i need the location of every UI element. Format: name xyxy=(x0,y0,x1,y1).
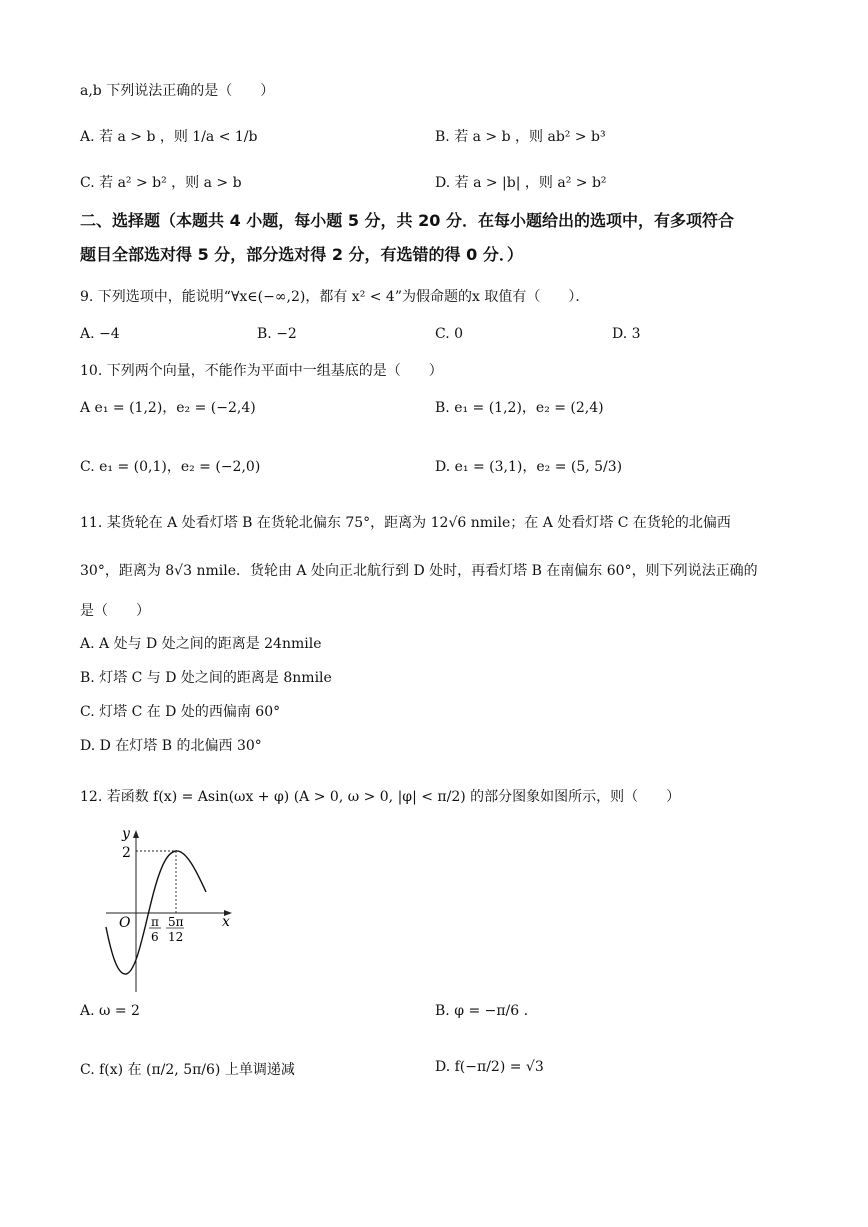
tick1-denominator: 6 xyxy=(151,930,159,944)
q11-line1: 11. 某货轮在 A 处看灯塔 B 在货轮北偏东 75°，距离为 12√6 nmile；在 A 处看灯塔 C 在货轮的北偏西 xyxy=(80,515,731,531)
y-axis-label: y xyxy=(122,826,130,842)
q11-option-b: B. 灯塔 C 与 D 处之间的距离是 8nmile xyxy=(80,670,332,686)
q9-option-a: A. −4 xyxy=(80,326,120,342)
q8-option-c: C. 若 a² > b² ，则 a > b xyxy=(80,175,242,191)
origin-label: O xyxy=(119,915,131,931)
q11-line3: 是（ ） xyxy=(80,603,150,619)
q9-option-c: C. 0 xyxy=(435,326,464,342)
q12-stem: 12. 若函数 f(x) = Asin(ωx + φ) (A > 0, ω > 0, |φ| < π/2) 的部分图象如图所示，则（ ） xyxy=(80,789,681,805)
q12-option-d: D. f(−π/2) = √3 xyxy=(435,1059,544,1075)
q9-option-d: D. 3 xyxy=(612,326,641,342)
q8-stem: a,b 下列说法正确的是（ ） xyxy=(80,83,275,99)
q10-option-c: C. e₁ = (0,1)，e₂ = (−2,0) xyxy=(80,459,261,475)
q10-option-d: D. e₁ = (3,1)，e₂ = (5, 5/3) xyxy=(435,459,623,475)
q10-option-b: B. e₁ = (1,2)，e₂ = (2,4) xyxy=(435,400,604,416)
y-axis-arrow-icon xyxy=(133,830,139,838)
q11-line2: 30°，距离为 8√3 nmile．货轮由 A 处向正北航行到 D 处时，再看灯塔 B 在南偏东 60°，则下列说法正确的 xyxy=(80,563,758,579)
q8-option-d: D. 若 a > |b| ，则 a² > b² xyxy=(435,175,607,191)
x-axis-label: x xyxy=(222,914,230,930)
q10-stem: 10. 下列两个向量，不能作为平面中一组基底的是（ ） xyxy=(80,363,443,379)
q12-option-a: A. ω = 2 xyxy=(80,1003,140,1019)
q8-option-b: B. 若 a > b ，则 ab² > b³ xyxy=(435,129,606,145)
q11-option-a: A. A 处与 D 处之间的距离是 24nmile xyxy=(80,636,322,652)
tick2-denominator: 12 xyxy=(168,930,184,944)
section-2-title-line1: 二、选择题（本题共 4 小题，每小题 5 分，共 20 分．在每小题给出的选项中，有多项符合 xyxy=(80,211,734,230)
q12-graph-svg xyxy=(98,822,248,997)
max-value-label: 2 xyxy=(122,845,131,861)
q12-sine-graph xyxy=(98,822,248,997)
q11-option-d: D. D 在灯塔 B 的北偏西 30° xyxy=(80,738,262,754)
q11-option-c: C. 灯塔 C 在 D 处的西偏南 60° xyxy=(80,704,281,720)
section-2-title-line2: 题目全部选对得 5 分，部分选对得 2 分，有选错的得 0 分．） xyxy=(80,245,523,264)
q10-option-a: A e₁ = (1,2)，e₂ = (−2,4) xyxy=(80,400,256,416)
q8-option-a: A. 若 a > b ，则 1/a < 1/b xyxy=(80,129,258,145)
q9-option-b: B. −2 xyxy=(257,326,297,342)
q9-stem: 9. 下列选项中，能说明“∀x∈(−∞,2)，都有 x² < 4”为假命题的x 取值有（ ）． xyxy=(80,289,590,305)
tick2-numerator: 5π xyxy=(168,915,184,929)
q12-option-c: C. f(x) 在 (π/2, 5π/6) 上单调递减 xyxy=(80,1062,295,1078)
q12-option-b: B. φ = −π/6 . xyxy=(435,1003,529,1019)
tick1-numerator: π xyxy=(151,915,159,929)
